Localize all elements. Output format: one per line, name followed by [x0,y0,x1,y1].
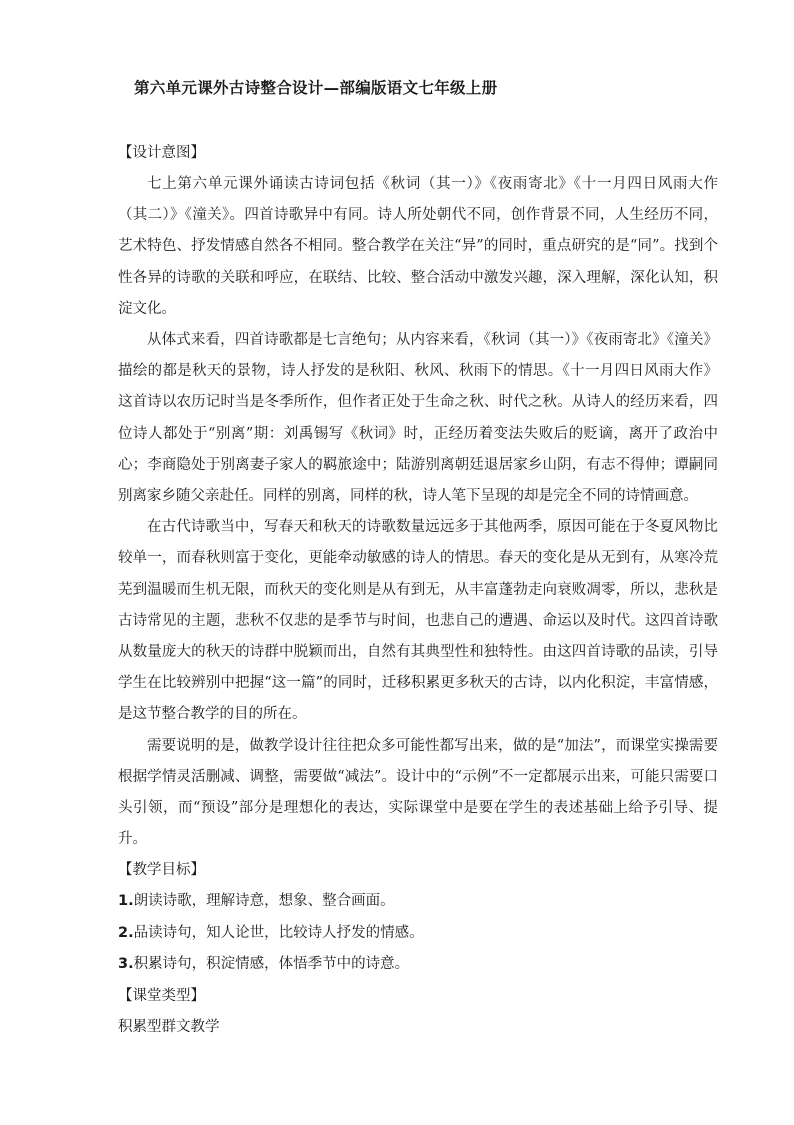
class-type-heading: 【课堂类型】 [118,987,205,1004]
goal-item [118,949,718,981]
paragraph: 在古代诗歌当中，写春天和秋天的诗歌数量远远多于其他两季，原因可能在于冬夏风物比较单一，而春秋则富于变化，更能牵动敏感的诗人的情思。春天的变化是从无到有，从寒冷荒芜到温暖而生机无限，而秋天的变化则是从有到无，从丰富蓬勃走向衰败凋零，所以，悲秋是古诗常见的主题，悲秋不仅悲的是季节与时间，也悲自己的遭遇、命运以及时代。这四首诗歌从数量庞大的秋天的诗群中脱颖而出，自然有其典型性和独特性。由这四首诗歌的品读，引导学生在比较辨别中把握“这一篇”的同时，迁移积累更多秋天的古诗，以内化积淀，丰富情感，是这节整合教学的目的所在。 [118,519,718,723]
document-title: 第六单元课外古诗整合设计—部编版语文七年级上册 [134,79,498,97]
design-intent-heading: 【设计意图】 [118,145,205,161]
class-type-text: 积累型群文教学 [118,1018,220,1035]
goal-item [118,886,718,918]
goal-number: 1. [118,893,134,910]
goal-item [118,918,718,950]
teaching-goals-heading: 【教学目标】 [118,862,205,879]
document-body [118,138,718,1043]
paragraph: 七上第六单元课外诵读古诗词包括《秋词（其一）》《夜雨寄北》《十一月四日风雨大作（其二）》《潼关》。四首诗歌异中有同。诗人所处朝代不同，创作背景不同，人生经历不同，艺术特色、抒发情感自然各不相同。整合教学在关注“异”的同时，重点研究的是“同”。找到个性各异的诗歌的关联和呼应，在联结、比较、整合活动中激发兴趣，深入理解，深化认知，积淀文化。 [118,176,718,317]
paragraph: 从体式来看，四首诗歌都是七言绝句；从内容来看，《秋词（其一）》《夜雨寄北》《潼关》描绘的都是秋天的景物，诗人抒发的是秋阳、秋风、秋雨下的情思。《十一月四日风雨大作》这首诗以农历记时当是冬季所作，但作者正处于生命之秋、时代之秋。从诗人的经历来看，四位诗人都处于“别离”期：刘禹锡写《秋词》时，正经历着变法失败后的贬谪，离开了政治中心；李商隐处于别离妻子家人的羁旅途中；陆游别离朝廷退居家乡山阴，有志不得伸；谭嗣同别离家乡随父亲赴任。同样的别离，同样的秋，诗人笔下呈现的却是完全不同的诗情画意。 [118,332,718,505]
goal-number: 3. [118,956,134,973]
paragraph: 需要说明的是，做教学设计往往把众多可能性都写出来，做的是“加法”，而课堂实操需要根据学情灵活删减、调整，需要做“减法”。设计中的“示例”不一定都展示出来，可能只需要口头引领，而“预设”部分是理想化的表达，实际课堂中是要在学生的表述基础上给予引导、提升。 [118,737,718,848]
goal-text: 积累诗句，积淀情感，体悟季节中的诗意。 [133,956,410,973]
goal-number: 2. [118,924,134,941]
goal-text: 品读诗句，知人论世，比较诗人抒发的情感。 [133,924,424,941]
goal-text: 朗读诗歌，理解诗意，想象、整合画面。 [133,893,395,910]
